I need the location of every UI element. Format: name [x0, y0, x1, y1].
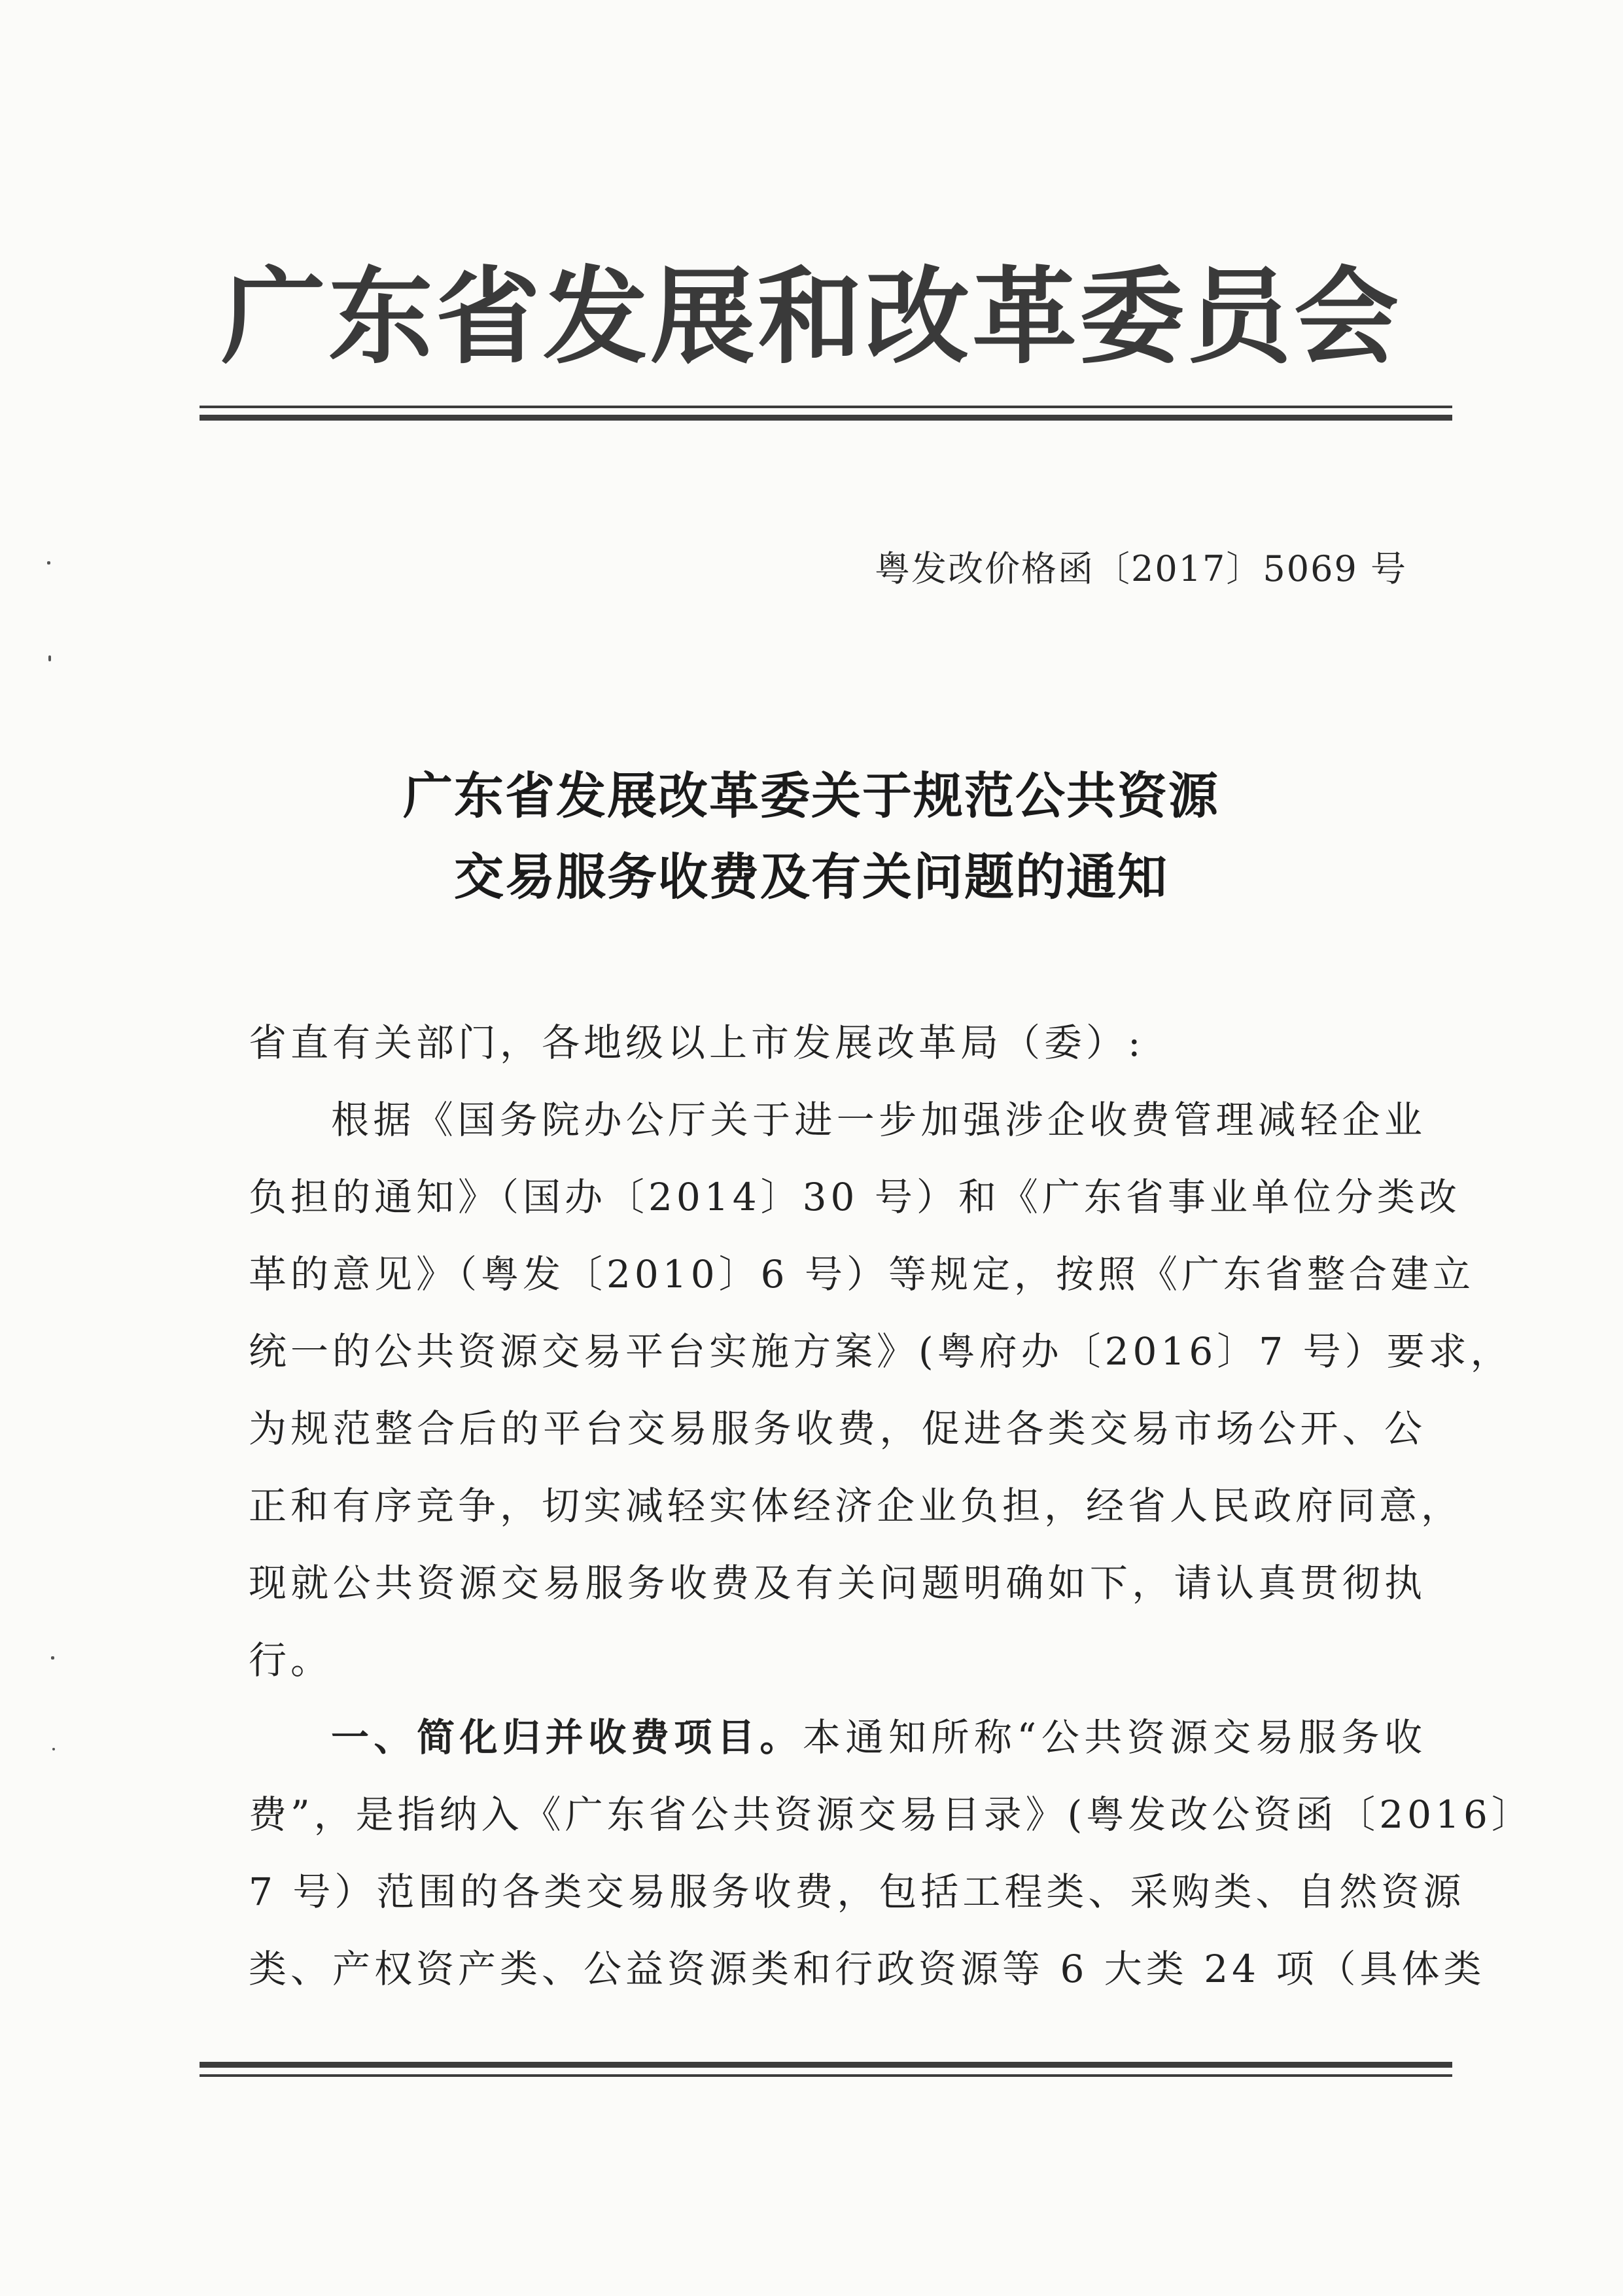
paragraph-2-line-4: 类、产权资产类、公益资源类和行政资源等 6 大类 24 项（具体类 — [249, 1947, 1486, 1991]
paragraph-2-line-2: 费”，是指纳入《广东省公共资源交易目录》(粤发改公资函〔2016〕 — [249, 1792, 1533, 1837]
salutation: 省直有关部门，各地级以上市发展改革局（委）: — [249, 1020, 1145, 1065]
paragraph-1-line-1: 根据《国务院办公厅关于进一步加强涉企收费管理减轻企业 — [331, 1098, 1426, 1142]
document-body — [249, 1004, 1533, 2008]
title-line-2: 交易服务收费及有关问题的通知 — [454, 848, 1168, 906]
paragraph-1-line-8: 行。 — [249, 1638, 333, 1682]
footer-rule-thin — [200, 2074, 1452, 2077]
paragraph-1-line-5: 为规范整合后的平台交易服务收费，促进各类交易市场公开、公 — [249, 1406, 1426, 1451]
paragraph-1-line-6: 正和有序竞争，切实减轻实体经济企业负担，经省人民政府同意， — [249, 1484, 1463, 1528]
footer-rule-thick — [200, 2062, 1452, 2068]
scan-speck — [47, 561, 50, 565]
paragraph-1-line-2: 负担的通知》（国办〔2014〕30 号）和《广东省事业单位分类改 — [249, 1175, 1461, 1219]
paragraph-2-line-3: 7 号）范围的各类交易服务收费，包括工程类、采购类、自然资源 — [249, 1870, 1465, 1914]
paragraph-1-line-4: 统一的公共资源交易平台实施方案》(粤府办〔2016〕7 号）要求， — [249, 1329, 1512, 1374]
scan-speck — [48, 655, 51, 661]
document-number: 粤发改价格函〔2017〕5069 号 — [874, 548, 1407, 589]
scan-speck — [52, 1748, 55, 1750]
document-title — [196, 756, 1426, 918]
paragraph-1-line-3: 革的意见》（粤发〔2010〕6 号）等规定，按照《广东省整合建立 — [249, 1252, 1475, 1296]
paragraph-2-line-1-text: 本通知所称“公共资源交易服务收 — [802, 1715, 1426, 1760]
title-line-1: 广东省发展改革委关于规范公共资源 — [403, 767, 1219, 825]
section-heading-1: 一、简化归并收费项目。 — [331, 1715, 803, 1760]
masthead-rule-thin — [200, 406, 1452, 408]
masthead-rule-thick — [200, 415, 1452, 421]
masthead-title: 广东省发展和改革委员会 — [220, 256, 1401, 378]
paragraph-1-line-7: 现就公共资源交易服务收费及有关问题明确如下，请认真贯彻执 — [249, 1561, 1426, 1605]
paragraph-2-line-1 — [249, 1699, 1426, 1776]
scan-speck — [51, 1656, 54, 1660]
